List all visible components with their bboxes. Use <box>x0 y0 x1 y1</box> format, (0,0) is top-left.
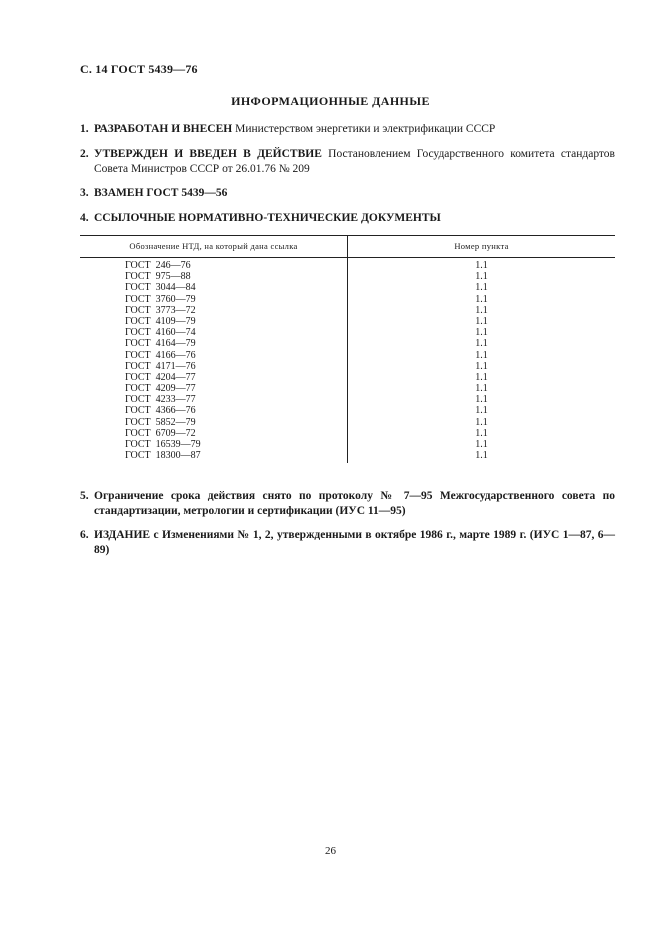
table-row <box>80 383 615 394</box>
table-row <box>80 350 615 361</box>
table-row <box>80 439 615 450</box>
table-row <box>80 405 615 416</box>
item-lead: ВЗАМЕН ГОСТ 5439—56 <box>94 187 228 199</box>
info-item-2 <box>80 147 615 177</box>
item-lead: ССЫЛОЧНЫЕ НОРМАТИВНО-ТЕХНИЧЕСКИЕ ДОКУМЕНТЫ <box>94 212 441 224</box>
ntd-designation: ГОСТ 4209—77 <box>125 383 196 395</box>
clause-number: 1.1 <box>475 315 488 327</box>
table-row <box>80 294 615 305</box>
clause-number: 1.1 <box>475 439 488 450</box>
table-row <box>80 327 615 338</box>
page-number: 26 <box>325 845 336 857</box>
table-row <box>80 271 615 282</box>
table-row <box>80 450 615 461</box>
clause-number: 1.1 <box>475 405 488 417</box>
table-row <box>80 260 615 271</box>
info-item-3 <box>80 186 615 201</box>
table-header-document: Обозначение НТД, на который дана ссылка <box>129 241 298 251</box>
ntd-designation: ГОСТ 6709—72 <box>125 427 196 439</box>
ntd-designation: ГОСТ 3044—84 <box>125 282 196 294</box>
clause-number: 1.1 <box>475 371 488 383</box>
item-number: 5. <box>80 490 89 502</box>
clause-number: 1.1 <box>475 383 488 395</box>
table-row <box>80 428 615 439</box>
clause-number: 1.1 <box>475 282 488 294</box>
item-number: 2. <box>80 148 89 160</box>
clause-number: 1.1 <box>475 427 488 439</box>
ntd-designation: ГОСТ 4366—76 <box>125 405 196 417</box>
section-title: ИНФОРМАЦИОННЫЕ ДАННЫЕ <box>231 94 430 108</box>
table-row <box>80 282 615 293</box>
info-item-5 <box>80 489 615 519</box>
ntd-designation: ГОСТ 4204—77 <box>125 371 196 383</box>
item-text <box>94 211 615 226</box>
clause-number: 1.1 <box>475 327 488 339</box>
info-item-1 <box>80 122 615 137</box>
ntd-designation: ГОСТ 4166—76 <box>125 349 196 361</box>
ntd-designation: ГОСТ 5852—79 <box>125 416 196 428</box>
ntd-designation: ГОСТ 4171—76 <box>125 360 196 372</box>
table-row <box>80 394 615 405</box>
item-text <box>94 147 615 177</box>
running-head: С. 14 ГОСТ 5439—76 <box>80 62 198 76</box>
item-text: ИЗДАНИЕ с Изменениями № 1, 2, утвержденными в октябре 1986 г., марте 1989 г. (ИУС 1—87, 6—89) <box>94 529 615 556</box>
ntd-designation: ГОСТ 975—88 <box>125 271 191 283</box>
table-row <box>80 417 615 428</box>
table-row <box>80 372 615 383</box>
ntd-designation: ГОСТ 246—76 <box>125 260 191 271</box>
item-rest: Постановлением Государственного комитета стандартов Совета Министров СССР от 26.01.76 № 209 <box>94 148 615 175</box>
table-row <box>80 338 615 349</box>
item-number: 1. <box>80 123 89 135</box>
clause-number: 1.1 <box>475 338 488 350</box>
item-rest: Министерством энергетики и электрификации СССР <box>232 123 496 135</box>
clause-number: 1.1 <box>475 271 488 283</box>
item-lead: РАЗРАБОТАН И ВНЕСЕН <box>94 123 233 135</box>
item-number: 6. <box>80 529 89 541</box>
ntd-designation: ГОСТ 4233—77 <box>125 394 196 406</box>
clause-number: 1.1 <box>475 394 488 406</box>
table-row <box>80 305 615 316</box>
item-text <box>94 186 615 201</box>
ntd-designation: ГОСТ 4164—79 <box>125 338 196 350</box>
item-number: 3. <box>80 187 89 199</box>
clause-number: 1.1 <box>475 293 488 305</box>
item-text: Ограничение срока действия снято по протоколу № 7—95 Межгосударственного совета по стандартизации, метрологии и сертификации (ИУС 11—95) <box>94 490 615 517</box>
item-number: 4. <box>80 212 89 224</box>
ntd-designation: ГОСТ 3773—72 <box>125 304 196 316</box>
ntd-designation: ГОСТ 4109—79 <box>125 315 196 327</box>
info-item-6 <box>80 528 615 558</box>
clause-number: 1.1 <box>475 450 488 462</box>
clause-number: 1.1 <box>475 349 488 361</box>
table-row <box>80 316 615 327</box>
clause-number: 1.1 <box>475 360 488 372</box>
info-item-4 <box>80 211 615 226</box>
item-text <box>94 122 615 137</box>
ntd-designation: ГОСТ 16539—79 <box>125 439 201 450</box>
ntd-designation: ГОСТ 18300—87 <box>125 450 201 462</box>
ntd-designation: ГОСТ 4160—74 <box>125 327 196 339</box>
item-lead: УТВЕРЖДЕН И ВВЕДЕН В ДЕЙСТВИЕ <box>94 148 322 160</box>
ntd-designation: ГОСТ 3760—79 <box>125 293 196 305</box>
table-header-clause: Номер пункта <box>454 241 509 251</box>
clause-number: 1.1 <box>475 416 488 428</box>
table-body <box>80 260 615 461</box>
clause-number: 1.1 <box>475 260 488 271</box>
table-row <box>80 361 615 372</box>
clause-number: 1.1 <box>475 304 488 316</box>
